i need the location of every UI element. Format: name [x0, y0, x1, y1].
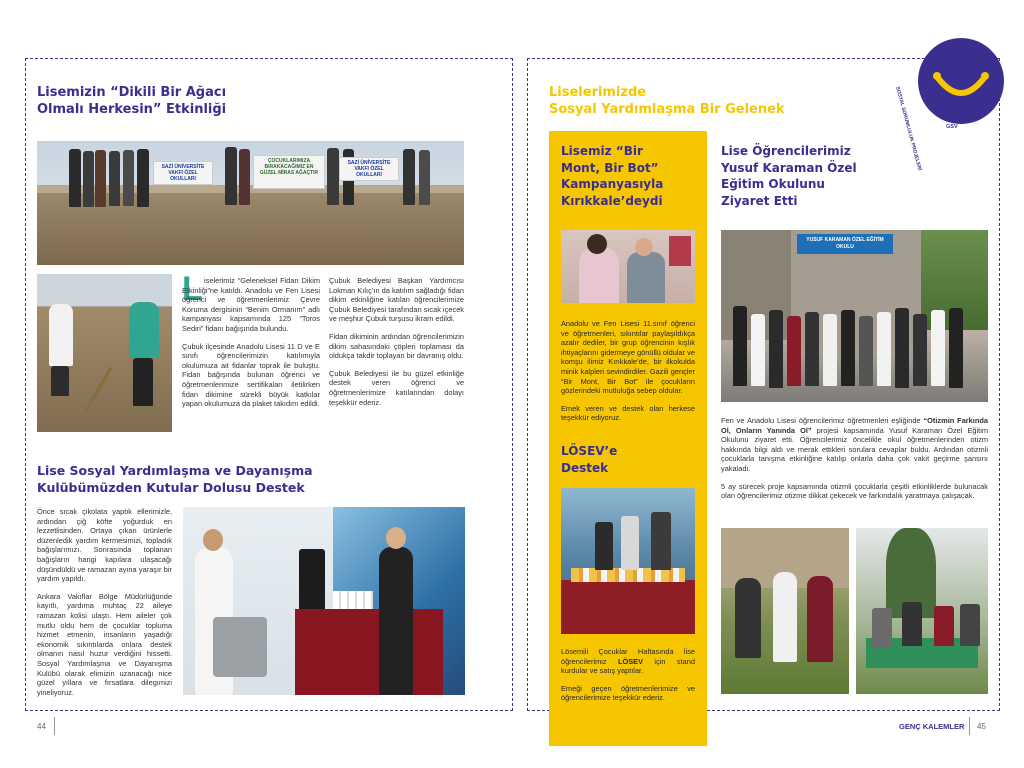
article1-title: [37, 84, 337, 118]
article3-title: [721, 143, 981, 209]
outdoor-table-activity-photo: [856, 528, 988, 694]
school-sign: YUSUF KARAMAN ÖZEL EĞİTİM OKULU: [797, 234, 893, 254]
garden-activity-photo: [721, 528, 849, 694]
yellow-title-line4: Kırıkkale’deydi: [561, 193, 663, 208]
right-page-number: 45: [977, 722, 986, 731]
section-title-line1: Liselerimizde: [549, 85, 647, 100]
banner-left: SAZİ ÜNİVERSİTE VAKFI ÖZEL OKULLARI: [153, 161, 213, 185]
article3-title-line4: Ziyaret Etti: [721, 193, 798, 208]
article2-title-line1: Lise Sosyal Yardımlaşma ve Dayanışma: [37, 463, 313, 478]
article3-title-line3: Eğitim Okulunu: [721, 177, 825, 191]
smile-icon: [918, 38, 1004, 124]
yellow-p2: Emek veren ve destek olan herkese teşekkür ediyoruz.: [561, 403, 695, 423]
losev-title-line1: LÖSEV’e: [561, 444, 618, 458]
article1-col2: [329, 276, 464, 415]
article1-title-line2: Olmalı Herkesin” Etkinliği: [37, 102, 227, 117]
logo-caption: SOSYAL SORUMLULUK PROJELERİ: [894, 86, 923, 172]
school-visit-group-photo: [721, 230, 988, 402]
article1-drop-cap: L: [182, 270, 203, 308]
article3-title-line1: Lise Öğrencilerimiz: [721, 144, 851, 158]
article1-col2-p3: Çubuk Belediyesi ile bu güzel etkinliğe destek veren öğrenci ve öğretmenlerimize katılarından dolayı teşekkür ederiz.: [329, 368, 464, 407]
tree-planting-group-photo: [37, 141, 464, 265]
mont-bot-campaign-photo: [561, 230, 695, 303]
losev-body: [561, 647, 695, 711]
losev-title: [561, 443, 617, 476]
left-footer-rule: [54, 717, 55, 735]
students-planting-photo: [37, 274, 172, 432]
losev-p1: Lösemili Çocuklar Haftasında lise öğrencilerimiz LÖSEV için stand kurdular ve satış yaptılar.: [561, 647, 695, 676]
article2-title: [37, 462, 337, 496]
article1-col2-p1: Çubuk Belediyesi Başkan Yardımcısı Lokman Kılıç’ın da katılım sağladığı fidan dikim etkinliğine katılan öğrencilerimize Çubuk Belediyesi tarafından sıcak içecek ve meşhur Çubuk turşusu ikram edildi.: [329, 276, 464, 324]
charity-kermes-photo: [183, 507, 465, 695]
article2-body: [37, 507, 172, 705]
left-page-number: 44: [37, 722, 46, 731]
section-title-line2: Sosyal Yardımlaşma Bir Gelenek: [549, 102, 785, 117]
article1-col2-p2: Fidan dikiminin ardından öğrencilerimizin dikim sahasındaki çöpleri toplaması da oldukça takdir toplayan bir davranış oldu.: [329, 331, 464, 361]
losev-p2: Emeği geçen öğretmenlerimize ve öğrencilerimize teşekkür ederiz.: [561, 683, 695, 703]
right-footer-rule: [969, 717, 970, 735]
yellow-article-title: [561, 143, 701, 209]
yellow-title-line3: Kampanyasıyla: [561, 177, 664, 191]
social-responsibility-logo: [918, 38, 1004, 124]
banner-right: SAZİ ÜNİVERSİTE VAKFI ÖZEL OKULLARI: [339, 157, 399, 181]
article2-p1: Önce sıcak çikolata yaptık ellerimizle, ardından çiğ köfte yoğurduk en lezzetlisinden. Ortaya çıkan ürünlerle düzenledik yardım kermesimizi, topladık bağışlarımızı. Sonrasında toplanan bağışların hangi kapılara ulaşacağı düşündüldü ve ramazan ayına yaraşır bir yardım yapıldı.: [37, 507, 172, 584]
article2-title-line2: Kulübümüzden Kutular Dolusu Destek: [37, 480, 305, 495]
yellow-article-body: [561, 319, 695, 431]
footer-brand: GENÇ KALEMLER: [899, 722, 965, 731]
article3-p2: 5 ay sürecek proje kapsamında otizmli çocuklarla çeşitli etkinliklerde bulunacak olan öğrencilerimiz otizme dikkat çekecek ve farkındalık yaratmaya çalışacak.: [721, 481, 988, 501]
article1-col1: [182, 276, 320, 417]
yellow-title-line1: Lisemiz “Bir: [561, 144, 643, 158]
yellow-p1: Anadolu ve Fen Lisesi 11.sınıf öğrenci ve öğretmenleri, sıkıntılar paylaşıldıkça azalır dediler, bir grup öğrencinin kışlık ihtiyaçlarını gidermeye gönüllü oldular ve komşu ilimiz Kırıkkale’de, bir ilkokulda minik kalpleri sevindirdiler. Gazili gençler “Bir Mont, Bir Bot” ile çocukların gözlerindeki mutluluğa sebep oldular.: [561, 319, 695, 396]
article3-title-line2: Yusuf Karaman Özel: [721, 160, 857, 175]
article3-body: [721, 416, 988, 509]
losev-title-line2: Destek: [561, 460, 609, 475]
article1-title-line1: Lisemizin “Dikili Bir Ağacı: [37, 85, 227, 100]
article2-p2: Ankara Vakıflar Bölge Müdürlüğünde kayıtlı, yardıma muhtaç 22 aileye ramazan kolisi ulaştı. Hem aileler çok mutlu oldu hem de çocuklar topluma hizmet etmenin, insanların yaşadığı ekonomik sıkıntılarda onlara destek olmanın nasıl huzur verdiğini hissetti. Sosyal Yardımlaşma ve Dayanışma Kulübü olarak elimizin uzanacağı nice güzel yıllara ve fırsatlara dilegımizi yineliyoruz.: [37, 591, 172, 697]
banner-center: ÇOCUKLARIMIZA BIRAKACAĞIMIZ EN GÜZEL MİRAS AĞAÇTIR: [253, 155, 325, 189]
article1-col1-p2: Çubuk ilçesinde Anadolu Lisesi 11 D ve E sınıfı öğrencilerimizin katılımıyla okulumuza ait fidanlar toprak ile buluştu. Fidan bağışında bulunan öğrenci ve öğretmenlerimize sertifikaları iletilirken fidan dikimine sürekli büyük katkılar yapan okulumuza da plaket takıdım edildi.: [182, 341, 320, 409]
section-title: [549, 84, 849, 118]
article1-col1-p1: iselerimiz “Geleneksel Fidan Dikim Etkinliği”ne katıldı. Anadolu ve Fen Lisesi öğrenci ve öğretmenlerimiz Çevre Koruma dergisinin “Benim Ormanım” adlı kampanyası kapsamında 125 “Toros Sediri” fidanı bağışında bulundu.: [182, 276, 320, 333]
logo-prefix: GSV: [946, 124, 958, 130]
losev-stand-photo: [561, 488, 695, 634]
article3-p1: Fen ve Anadolu Lisesi öğrencilerimiz öğretmenleri eşliğinde “Otizmin Farkında Ol, Onların Yanında Ol” projesi kapsamında Yusuf Karaman Özel Eğitim Okulunu ziyaret etti. Öğrencilerimiz öncelikle okul öğretmenlerinden otizm hakkında bilgi aldı ve merak ettikleri sorulara cevaplar buldu. Ardından otizmli çocuklarla tanışma etkinliğine katılıp onlarla daha çok vakit geçirme şansını yakaladı.: [721, 416, 989, 473]
yellow-title-line2: Mont, Bir Bot”: [561, 160, 659, 175]
